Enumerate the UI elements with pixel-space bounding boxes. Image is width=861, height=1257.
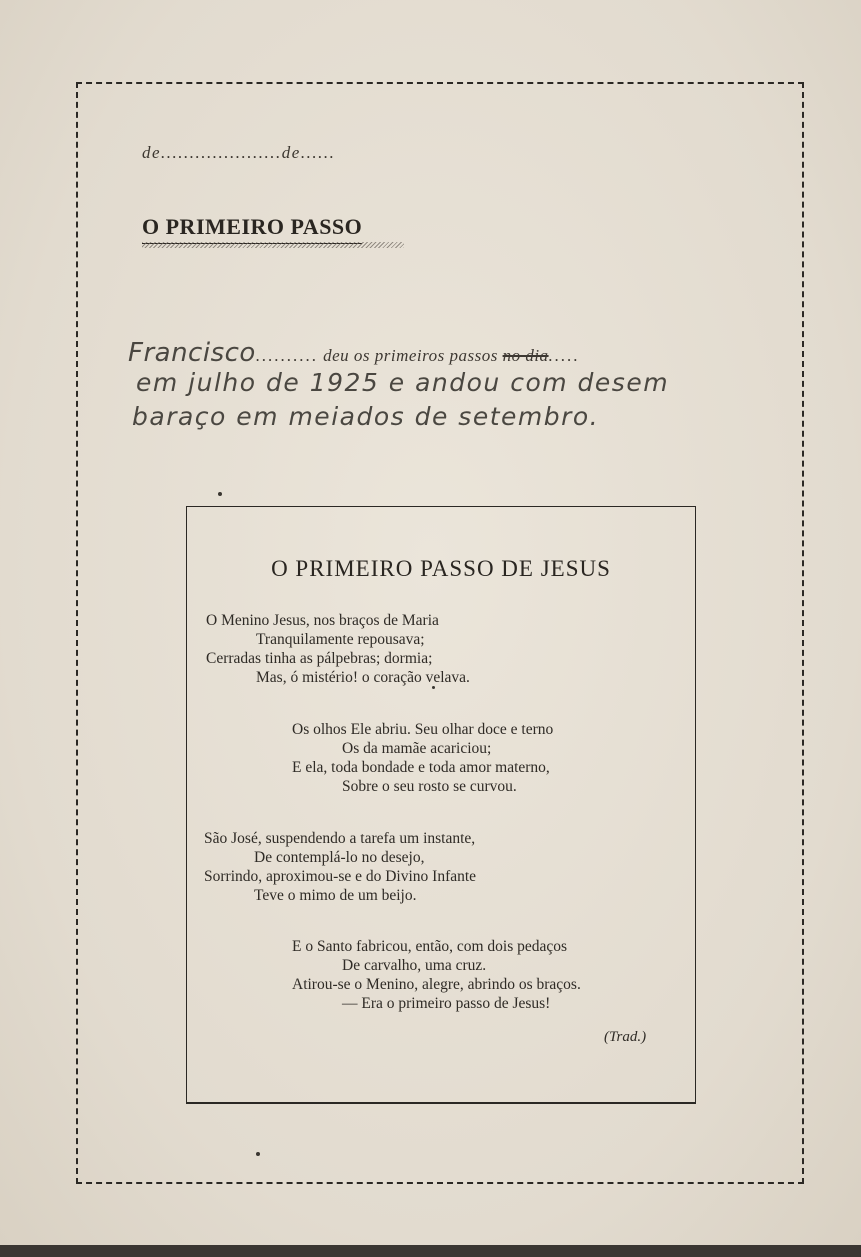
paper-speck — [432, 686, 435, 689]
struck-text: no dia — [502, 346, 549, 365]
poem-line: Cerradas tinha as pálpebras; dormia; — [206, 650, 433, 667]
handwritten-line-2: baraço em meiados de setembro. — [132, 402, 600, 431]
poem-line: Teve o mimo de um beijo. — [254, 887, 417, 904]
poem-frame — [186, 506, 696, 1104]
poem-attribution: (Trad.) — [604, 1029, 647, 1045]
poem-line: De contemplá-lo no desejo, — [254, 849, 425, 866]
poem-line: São José, suspendendo a tarefa um instante, — [204, 830, 476, 847]
poem-stanza-1 — [206, 611, 470, 687]
poem-line: E o Santo fabricou, então, com dois pedaços — [292, 938, 568, 955]
poem-line: — Era o primeiro passo de Jesus! — [342, 995, 551, 1012]
handwritten-line-1: em julho de 1925 e andou com desem — [136, 368, 670, 397]
handwritten-name: Francisco — [128, 338, 256, 368]
page-title: O PRIMEIRO PASSO — [142, 214, 362, 244]
trailing-dots: ..... — [548, 346, 580, 365]
poem-line: O Menino Jesus, nos braços de Maria — [206, 612, 439, 629]
title-underline-ornament — [142, 242, 404, 248]
poem-line: Tranquilamente repousava; — [256, 631, 425, 648]
printed-text: deu os primeiros passos — [318, 346, 503, 365]
poem-line: Sorrindo, aproximou-se e do Divino Infante — [204, 868, 477, 885]
poem-title: O PRIMEIRO PASSO DE JESUS — [271, 556, 611, 581]
paper-speck — [218, 492, 222, 496]
poem-line: De carvalho, uma cruz. — [342, 957, 487, 974]
poem-line: E ela, toda bondade e toda amor materno, — [292, 759, 550, 776]
scan-edge — [0, 1245, 861, 1257]
poem-stanza-4 — [292, 937, 581, 1013]
poem-line: Os da mamãe acariciou; — [342, 740, 492, 757]
poem-line: Mas, ó mistério! o coração velava. — [256, 669, 470, 686]
poem-stanza-2 — [292, 720, 553, 796]
poem-line: Sobre o seu rosto se curvou. — [342, 778, 517, 795]
poem-stanza-3 — [204, 829, 476, 905]
date-line: de.....................de...... — [142, 143, 336, 162]
poem-line: Atirou-se o Menino, alegre, abrindo os braços. — [292, 976, 581, 993]
poem-line: Os olhos Ele abriu. Seu olhar doce e terno — [292, 721, 554, 738]
name-dots: .......... — [255, 346, 319, 365]
first-steps-fill-line — [128, 338, 580, 368]
paper-speck — [256, 1152, 260, 1156]
